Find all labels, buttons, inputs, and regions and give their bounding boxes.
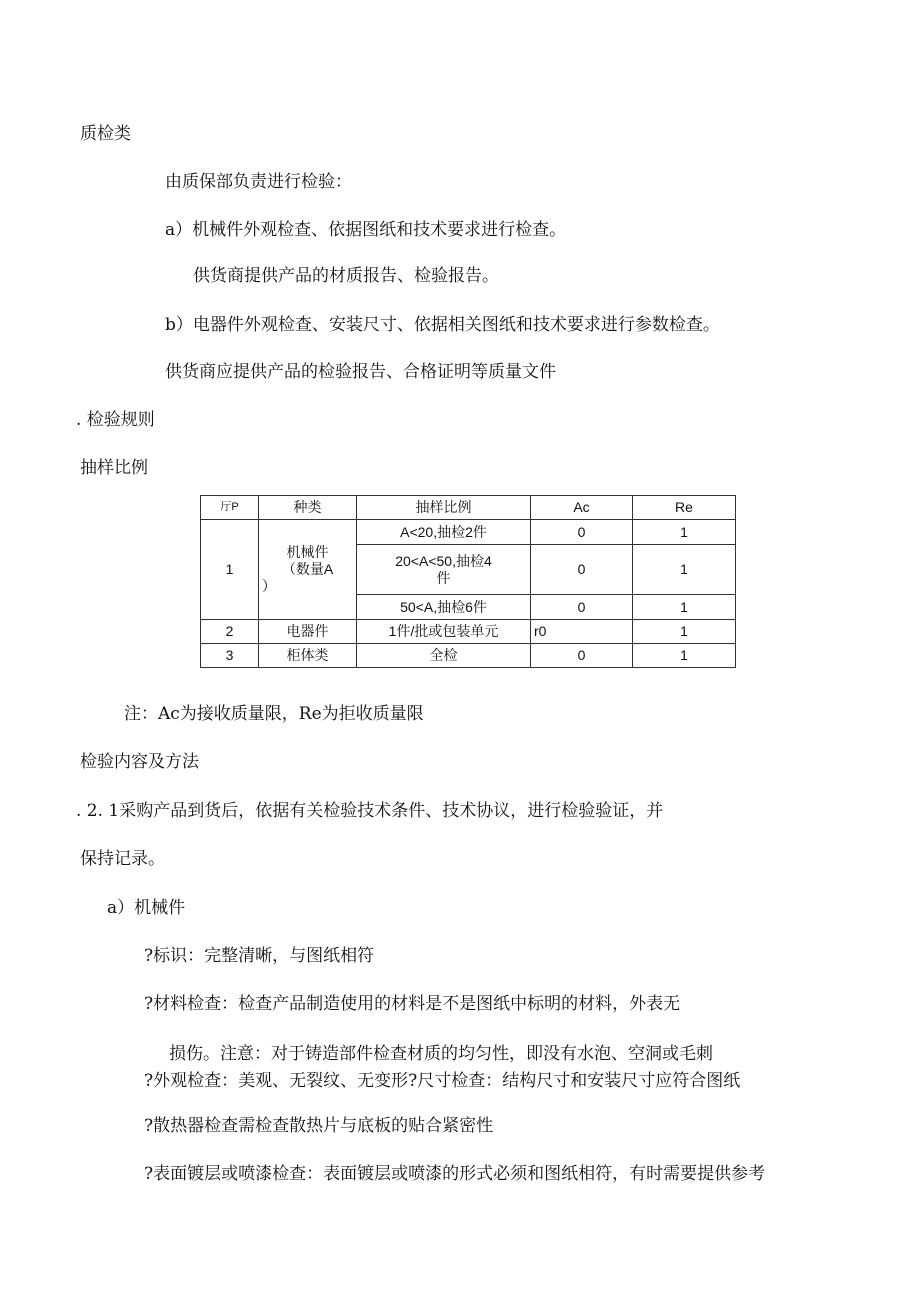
table-row [201,520,736,545]
row2-ac: r0 [531,620,633,644]
row1a-ac: 0 [531,520,633,545]
list-item-a-note: 供货商提供产品的材质报告、检验报告。 [193,266,499,286]
row1b-ratio-line2: 件 [436,569,451,586]
table-row [201,644,736,668]
row3-ac: 0 [531,644,633,668]
row2-re: 1 [633,620,736,644]
row1b-ratio-line1: 20<A<50,抽检4 [395,552,492,569]
bullet-coating: ?表面镀层或喷漆检查：表面镀层或喷漆的形式必须和图纸相符，有时需要提供参考 [144,1164,766,1184]
paragraph-dept: 由质保部负责进行检验： [165,172,352,192]
section-heading-content: 检验内容及方法 [80,752,199,772]
row3-no: 3 [201,644,259,668]
row1c-ac: 0 [531,595,633,620]
section-heading-sampling: 抽样比例 [80,458,148,478]
row1-no: 1 [201,520,259,620]
row2-no: 2 [201,620,259,644]
header-type: 种类 [259,496,357,520]
header-re: Re [633,496,736,520]
row1-type-line3: ） [262,578,276,594]
row1c-ratio: 50<A,抽检6件 [357,595,531,620]
sampling-table [200,495,736,668]
bullet-marking: ?标识：完整清晰，与图纸相符 [144,946,375,966]
row1b-re: 1 [633,545,736,595]
paragraph-221-line1: . 2. 1采购产品到货后，依据有关检验技术条件、技术协议，进行检验验证，并 [76,801,664,821]
row3-type: 柜体类 [259,644,357,668]
table-note: 注：Ac为接收质量限，Re为拒收质量限 [124,704,424,724]
header-no: 厅P [201,496,259,520]
table-row [201,620,736,644]
list-item-a: a）机械件外观检查、依据图纸和技术要求进行检查。 [165,220,567,240]
header-ratio: 抽样比例 [357,496,531,520]
header-ac: Ac [531,496,633,520]
row1b-ac: 0 [531,545,633,595]
row1-type-line1: 机械件 [286,544,329,560]
row1-type [259,520,357,620]
subheading-mechanical: a）机械件 [107,898,186,918]
row1a-re: 1 [633,520,736,545]
row2-type: 电器件 [259,620,357,644]
row2-ratio: 1件/批或包装单元 [357,620,531,644]
paragraph-221-line2: 保持记录。 [80,849,165,869]
bullet-material-line1: ?材料检查：检查产品制造使用的材料是不是图纸中标明的材料，外表无 [144,994,681,1014]
list-item-b: b）电器件外观检查、安装尺寸、依据相关图纸和技术要求进行参数检查。 [165,315,720,335]
bullet-appearance: ?外观检查：美观、无裂纹、无变形?尺寸检查：结构尺寸和安装尺寸应符合图纸 [144,1071,741,1091]
row1b-ratio [357,545,531,595]
section-heading-quality: 质检类 [80,124,131,144]
list-item-b-note: 供货商应提供产品的检验报告、合格证明等质量文件 [165,362,556,382]
bullet-material-line2: 损伤。注意：对于铸造部件检查材质的均匀性，即没有水泡、空洞或毛刺 [169,1044,713,1064]
row1c-re: 1 [633,595,736,620]
row1-type-line2: （数量A [281,561,334,577]
row3-ratio: 全检 [357,644,531,668]
section-heading-rules: . 检验规则 [76,410,155,430]
bullet-heatsink: ?散热器检查需检查散热片与底板的贴合紧密性 [144,1116,494,1136]
row3-re: 1 [633,644,736,668]
row1a-ratio: A<20,抽检2件 [357,520,531,545]
table-header-row [201,496,736,520]
